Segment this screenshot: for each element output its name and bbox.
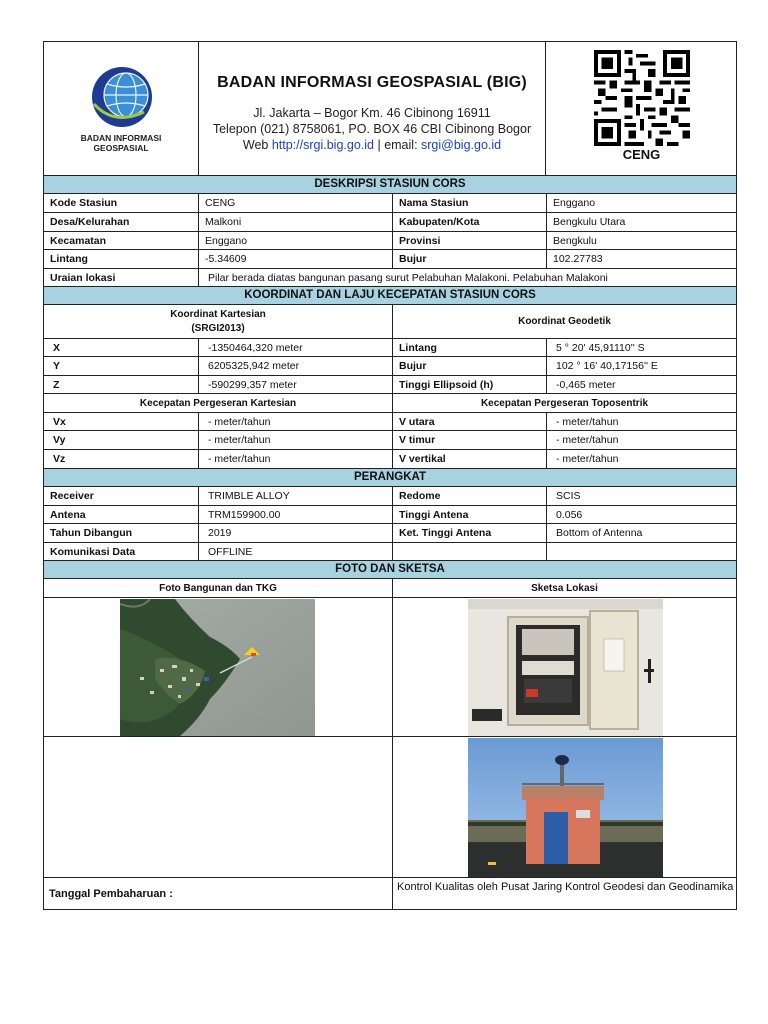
vvertikal-value: - meter/tahun [546, 450, 736, 468]
kec-kartesian-title: Kecepatan Pergeseran Kartesian [139, 397, 297, 409]
ket-tinggi-label: Ket. Tinggi Antena [392, 524, 546, 542]
qr-code-icon [594, 50, 690, 146]
tinggi-antena-value: 0.056 [546, 506, 736, 523]
vx-value: - meter/tahun [198, 413, 392, 430]
vz-label: Vz [53, 453, 66, 465]
logo-caption-line-1: BADAN INFORMASI [80, 133, 162, 143]
tinggi-ellipsoid-value: -0,465 meter [546, 376, 736, 393]
phone-line: Telepon (021) 8758061, PO. BOX 46 CBI Cibinong Bogor [212, 122, 532, 136]
z-label: Z [53, 378, 60, 391]
kode-label: Kode Stasiun [50, 197, 118, 209]
table-row [44, 249, 736, 268]
bujur-label: Bujur [392, 250, 546, 268]
geo-bujur-value: 102 ° 16' 40,17156'' E [546, 357, 736, 375]
redome-value: SCIS [546, 487, 736, 505]
vx-label: Vx [53, 415, 66, 428]
table-row [44, 523, 736, 542]
qr-cell [545, 42, 737, 175]
komunikasi-value: OFFLINE [198, 543, 392, 560]
kec-label: Kecamatan [50, 234, 107, 247]
geo-bujur-label: Bujur [392, 357, 546, 375]
photo-row-1 [44, 597, 736, 736]
desa-label: Desa/Kelurahan [50, 216, 130, 228]
uraian-value: Pilar berada diatas bangunan pasang surut Pelabuhan Malakoni. Pelabuhan Malakoni [198, 269, 736, 286]
kab-value: Bengkulu Utara [546, 213, 736, 231]
x-value: -1350464,320 meter [198, 339, 392, 356]
station-building-photo [468, 738, 663, 877]
section-foto: FOTO DAN SKETSA [44, 560, 736, 578]
qr-station-code: CENG [622, 147, 661, 162]
table-row [44, 578, 736, 597]
vtimur-value: - meter/tahun [546, 431, 736, 449]
table-row [44, 375, 736, 393]
tinggi-antena-label: Tinggi Antena [392, 506, 546, 523]
footer-row [44, 877, 736, 910]
empty-cell [546, 543, 736, 560]
vvertikal-label: V vertikal [392, 450, 546, 468]
logo-caption [44, 133, 198, 153]
vutara-label: V utara [392, 413, 546, 430]
table-row [44, 356, 736, 375]
tinggi-ellipsoid-label: Tinggi Ellipsoid (h) [392, 376, 546, 393]
big-logo-icon [84, 64, 156, 130]
table-row [44, 212, 736, 231]
antena-value: TRM159900.00 [198, 506, 392, 523]
y-value: 6205325,942 meter [198, 357, 392, 375]
uraian-label: Uraian lokasi [50, 271, 116, 284]
y-label: Y [53, 360, 61, 372]
cabinet-photo [468, 599, 663, 736]
section-deskripsi: DESKRIPSI STASIUN CORS [44, 175, 736, 193]
x-label: X [53, 341, 61, 354]
kode-value: CENG [198, 194, 392, 212]
org-info [199, 42, 545, 175]
table-row [44, 268, 736, 286]
sketsa-title: Sketsa Lokasi [392, 579, 736, 597]
kartesian-title-line-2: (SRGI2013) [191, 322, 245, 334]
station-sheet [43, 41, 737, 910]
table-row [44, 486, 736, 505]
kec-value: Enggano [198, 232, 392, 249]
geo-lintang-label: Lintang [392, 339, 546, 356]
antena-label: Antena [50, 508, 86, 521]
nama-label: Nama Stasiun [392, 194, 546, 212]
tahun-value: 2019 [198, 524, 392, 542]
email-link[interactable]: srgi@big.go.id [421, 138, 502, 152]
kartesian-title [44, 305, 392, 338]
bujur-value: 102.27783 [546, 250, 736, 268]
ket-tinggi-value: Bottom of Antenna [546, 524, 736, 542]
receiver-value: TRIMBLE ALLOY [198, 487, 392, 505]
photo-row-2 [44, 736, 736, 877]
tanggal-pembaharuan-label: Tanggal Pembaharuan : [49, 888, 173, 900]
table-row [44, 393, 736, 412]
web-prefix: Web [242, 138, 272, 152]
logo-caption-line-2: GEOSPASIAL [93, 143, 149, 153]
header [44, 42, 736, 175]
kec-toposentrik-title: Kecepatan Pergeseran Toposentrik [392, 394, 736, 412]
section-koordinat: KOORDINAT DAN LAJU KECEPATAN STASIUN CORS [44, 286, 736, 304]
z-value: -590299,357 meter [198, 376, 392, 393]
section-perangkat: PERANGKAT [44, 468, 736, 486]
vutara-value: - meter/tahun [546, 413, 736, 430]
table-row [44, 338, 736, 356]
redome-label: Redome [392, 487, 546, 505]
geodetik-title: Koordinat Geodetik [392, 305, 736, 338]
komunikasi-label: Komunikasi Data [50, 545, 136, 558]
table-row [44, 449, 736, 468]
contact-line [199, 138, 545, 152]
kartesian-title-line-1: Koordinat Kartesian [170, 308, 266, 320]
desa-value: Malkoni [198, 213, 392, 231]
table-row [44, 430, 736, 449]
table-row [44, 505, 736, 523]
prov-label: Provinsi [392, 232, 546, 249]
table-row [44, 412, 736, 430]
table-row [44, 231, 736, 249]
receiver-label: Receiver [50, 490, 94, 502]
vy-label: Vy [53, 434, 66, 446]
kontrol-kualitas-text: Kontrol Kualitas oleh Pusat Jaring Kontrol Geodesi dan Geodinamika [392, 878, 736, 910]
org-name: BADAN INFORMASI GEOSPASIAL (BIG) [217, 74, 527, 91]
logo-cell [44, 42, 199, 175]
tahun-label: Tahun Dibangun [50, 527, 133, 539]
address-line: Jl. Jakarta – Bogor Km. 46 Cibinong 16911 [253, 106, 491, 120]
geo-lintang-value: 5 ° 20' 45,91110'' S [546, 339, 736, 356]
vtimur-label: V timur [392, 431, 546, 449]
lintang-label: Lintang [50, 253, 88, 265]
web-link[interactable]: http://srgi.big.go.id [271, 138, 374, 152]
table-row [44, 193, 736, 212]
table-row [44, 304, 736, 338]
prov-value: Bengkulu [546, 232, 736, 249]
vy-value: - meter/tahun [198, 431, 392, 449]
table-row [44, 542, 736, 560]
email-separator: | email: [374, 138, 422, 152]
vz-value: - meter/tahun [198, 450, 392, 468]
aerial-photo [120, 599, 315, 736]
lintang-value: -5.34609 [198, 250, 392, 268]
kab-label: Kabupaten/Kota [392, 213, 546, 231]
empty-cell [392, 543, 546, 560]
foto-bangunan-title: Foto Bangunan dan TKG [159, 582, 277, 594]
nama-value: Enggano [546, 194, 736, 212]
